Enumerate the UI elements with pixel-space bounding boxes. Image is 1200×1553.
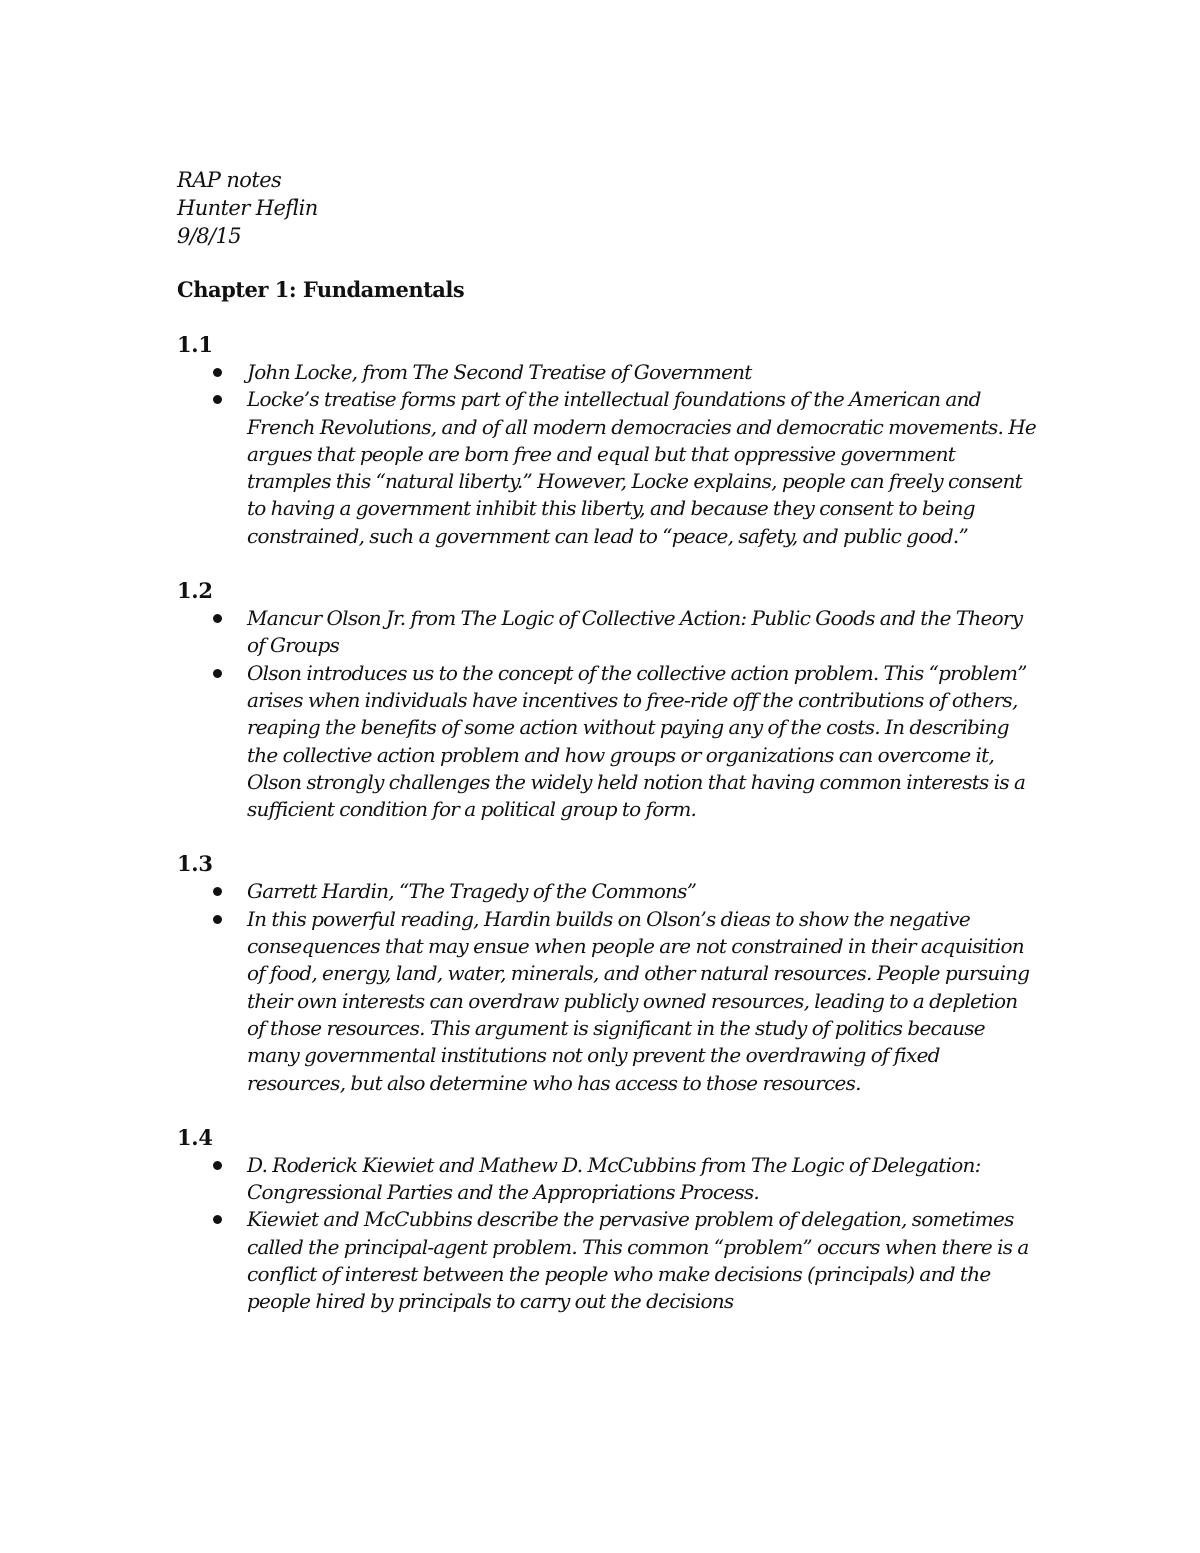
bullet-list <box>177 1152 1037 1316</box>
bullet-icon <box>213 395 222 404</box>
list-item <box>177 605 1037 660</box>
bullet-list <box>177 359 1037 550</box>
bullet-icon <box>213 368 222 377</box>
list-item-text: Olson introduces us to the concept of the collective action problem. This “problem” arises when individuals have incentives to free-ride off the contributions of others, reaping the benefits of some action without paying any of the costs. In describing the collective action problem and how groups or organizations can overcome it, Olson strongly challenges the widely held notion that having common interests is a sufficient condition for a political group to form. <box>247 660 1027 822</box>
list-item-text: In this powerful reading, Hardin builds on Olson’s dieas to show the negative consequences that may ensue when people are not constrained in their acquisition of food, energy, land, water, minerals, and other natural resources. People pursuing their own interests can overdraw publicly owned resources, leading to a depletion of those resources. This argument is significant in the study of politics because many governmental institutions not only prevent the overdrawing of fixed resources, but also determine who has access to those resources. <box>247 906 1030 1095</box>
list-item <box>177 1152 1037 1207</box>
list-item <box>177 878 1037 905</box>
bullet-icon <box>213 669 222 678</box>
list-item-text: Locke’s treatise forms part of the intellectual foundations of the American and French Revolutions, and of all modern democracies and democratic movements. He argues that people are born free and equal but that oppressive government tramples this “natural liberty.” However, Locke explains, people can freely consent to having a government inhibit this liberty, and because they consent to being constrained, such a government can lead to “peace, safety, and public good.” <box>247 387 1037 548</box>
section-number: 1.3 <box>177 851 213 877</box>
author-name: Hunter Heflin <box>177 196 318 220</box>
bullet-icon <box>213 1215 222 1224</box>
list-item-text: John Locke, from The Second Treatise of Government <box>247 360 752 384</box>
list-item-text: D. Roderick Kiewiet and Mathew D. McCubbins from The Logic of Delegation: Congressional Parties and the Appropriations Process. <box>247 1152 981 1205</box>
section-1-4 <box>177 1124 1037 1316</box>
bullet-icon <box>213 887 222 896</box>
section-number: 1.1 <box>177 332 213 357</box>
bullet-icon <box>213 1161 222 1170</box>
document-date: 9/8/15 <box>177 224 241 248</box>
list-item <box>177 386 1037 550</box>
document-content <box>177 166 1037 1316</box>
bullet-list <box>177 878 1037 1096</box>
list-item-text: Garrett Hardin, “The Tragedy of the Commons” <box>247 879 697 904</box>
section-1-2 <box>177 577 1037 823</box>
bullet-list <box>177 605 1037 823</box>
section-1-3 <box>177 850 1037 1096</box>
list-item <box>177 359 1037 386</box>
list-item <box>177 1206 1037 1315</box>
bullet-icon <box>213 614 222 623</box>
section-number: 1.2 <box>177 578 213 604</box>
list-item <box>177 906 1037 1097</box>
list-item-text: Kiewiet and McCubbins describe the pervasive problem of delegation, sometimes called the principal-agent problem. This common “problem” occurs when there is a conflict of interest between the people who make decisions (principals) and the people hired by principals to carry out the decisions <box>247 1207 1029 1314</box>
bullet-icon <box>213 915 222 924</box>
list-item <box>177 660 1037 824</box>
section-1-1 <box>177 331 1037 550</box>
list-item-text: Mancur Olson Jr. from The Logic of Collective Action: Public Goods and the Theory of Groups <box>247 606 1023 658</box>
chapter-title: Chapter 1: Fundamentals <box>177 277 465 302</box>
section-number: 1.4 <box>177 1124 213 1150</box>
document-title: RAP notes <box>177 168 282 192</box>
